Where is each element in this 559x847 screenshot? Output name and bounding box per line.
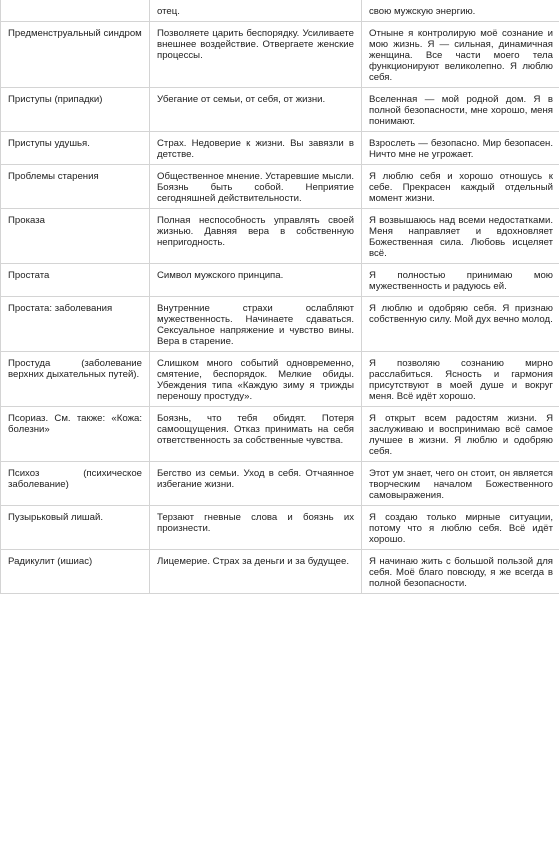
affirmation-cell: Этот ум знает, чего он стоит, он является творческим началом Божественного самовыражения. [362, 462, 559, 506]
table-body [1, 0, 559, 594]
affirmation-cell: Я люблю себя и хорошо отношусь к себе. Прекрасен каждый отдельный момент жизни. [362, 165, 559, 209]
table-row [1, 462, 559, 506]
table-row [1, 264, 559, 297]
cause-cell: Терзают гневные слова и боязнь их произнести. [150, 506, 362, 550]
affirmation-cell: свою мужскую энергию. [362, 0, 559, 22]
cause-cell: Боязнь, что тебя обидят. Потеря самоощущения. Отказ принимать на себя ответственность за собственные чувства. [150, 407, 362, 462]
cause-cell: Полная неспособность управлять своей жизнью. Давняя вера в собственную непригодность. [150, 209, 362, 264]
table-row [1, 550, 559, 594]
table-row [1, 506, 559, 550]
cause-cell: Символ мужского принципа. [150, 264, 362, 297]
table-row [1, 22, 559, 88]
disease-cell: Приступы удушья. [1, 132, 150, 165]
table-row [1, 297, 559, 352]
cause-cell: Бегство из семьи. Уход в себя. Отчаянное избегание жизни. [150, 462, 362, 506]
table-row [1, 132, 559, 165]
disease-cell: Радикулит (ишиас) [1, 550, 150, 594]
disease-cell: Предменструальный синдром [1, 22, 150, 88]
affirmation-cell: Отныне я контролирую моё сознание и мою жизнь. Я — сильная, динамичная женщина. Все части моего тела функционируют великолепно. Я люблю себя. [362, 22, 559, 88]
disease-cell: Простуда (заболевание верхних дыхательных путей). [1, 352, 150, 407]
disease-cell: Простата: заболевания [1, 297, 150, 352]
disease-cell: Простата [1, 264, 150, 297]
affirmation-cell: Я открыт всем радостям жизни. Я заслуживаю и воспринимаю всё самое лучшее в жизни. Я люблю и одобряю себя. [362, 407, 559, 462]
cause-cell: Общественное мнение. Устаревшие мысли. Боязнь быть собой. Неприятие сегодняшней действительности. [150, 165, 362, 209]
disease-cell: Пузырьковый лишай. [1, 506, 150, 550]
cause-cell: Убегание от семьи, от себя, от жизни. [150, 88, 362, 132]
disease-cell: Псориаз. См. также: «Кожа: болезни» [1, 407, 150, 462]
disease-cell: Приступы (припадки) [1, 88, 150, 132]
disease-cell: Проблемы старения [1, 165, 150, 209]
cause-cell: Лицемерие. Страх за деньги и за будущее. [150, 550, 362, 594]
table-row [1, 0, 559, 22]
table-row [1, 352, 559, 407]
affirmation-cell: Я возвышаюсь над всеми недостатками. Меня направляет и вдохновляет Божественная сила. Любовь исцеляет всё. [362, 209, 559, 264]
table-row [1, 88, 559, 132]
table-row [1, 165, 559, 209]
affirmation-cell: Вселенная — мой родной дом. Я в полной безопасности, мне хорошо, меня понимают. [362, 88, 559, 132]
affirmation-cell: Взрослеть — безопасно. Мир безопасен. Ничто мне не угрожает. [362, 132, 559, 165]
affirmation-cell: Я начинаю жить с большой пользой для себя. Моё благо повсюду, я же всегда в полной безопасности. [362, 550, 559, 594]
affirmation-cell: Я позволяю сознанию мирно расслабиться. Ясность и гармония присутствуют в моей душе и вокруг меня. Всё идёт хорошо. [362, 352, 559, 407]
affirmation-cell: Я люблю и одобряю себя. Я признаю собственную силу. Мой дух вечно молод. [362, 297, 559, 352]
disease-cell: Проказа [1, 209, 150, 264]
cause-cell: отец. [150, 0, 362, 22]
disease-cell [1, 0, 150, 22]
disease-cell: Психоз (психическое заболевание) [1, 462, 150, 506]
cause-cell: Страх. Недоверие к жизни. Вы завязли в детстве. [150, 132, 362, 165]
cause-cell: Слишком много событий одновременно, смятение, беспорядок. Мелкие обиды. Убеждения типа «Каждую зиму я трижды переношу простуду». [150, 352, 362, 407]
cause-cell: Позволяете царить беспорядку. Усиливаете внешнее воздействие. Отвергаете женские процессы. [150, 22, 362, 88]
cause-cell: Внутренние страхи ослабляют мужественность. Начинаете сдаваться. Сексуальное напряжение и чувство вины. Вера в старение. [150, 297, 362, 352]
affirmation-cell: Я полностью принимаю мою мужественность и радуюсь ей. [362, 264, 559, 297]
affirmation-cell: Я создаю только мирные ситуации, потому что я люблю себя. Всё идёт хорошо. [362, 506, 559, 550]
table-row [1, 209, 559, 264]
table-row [1, 407, 559, 462]
